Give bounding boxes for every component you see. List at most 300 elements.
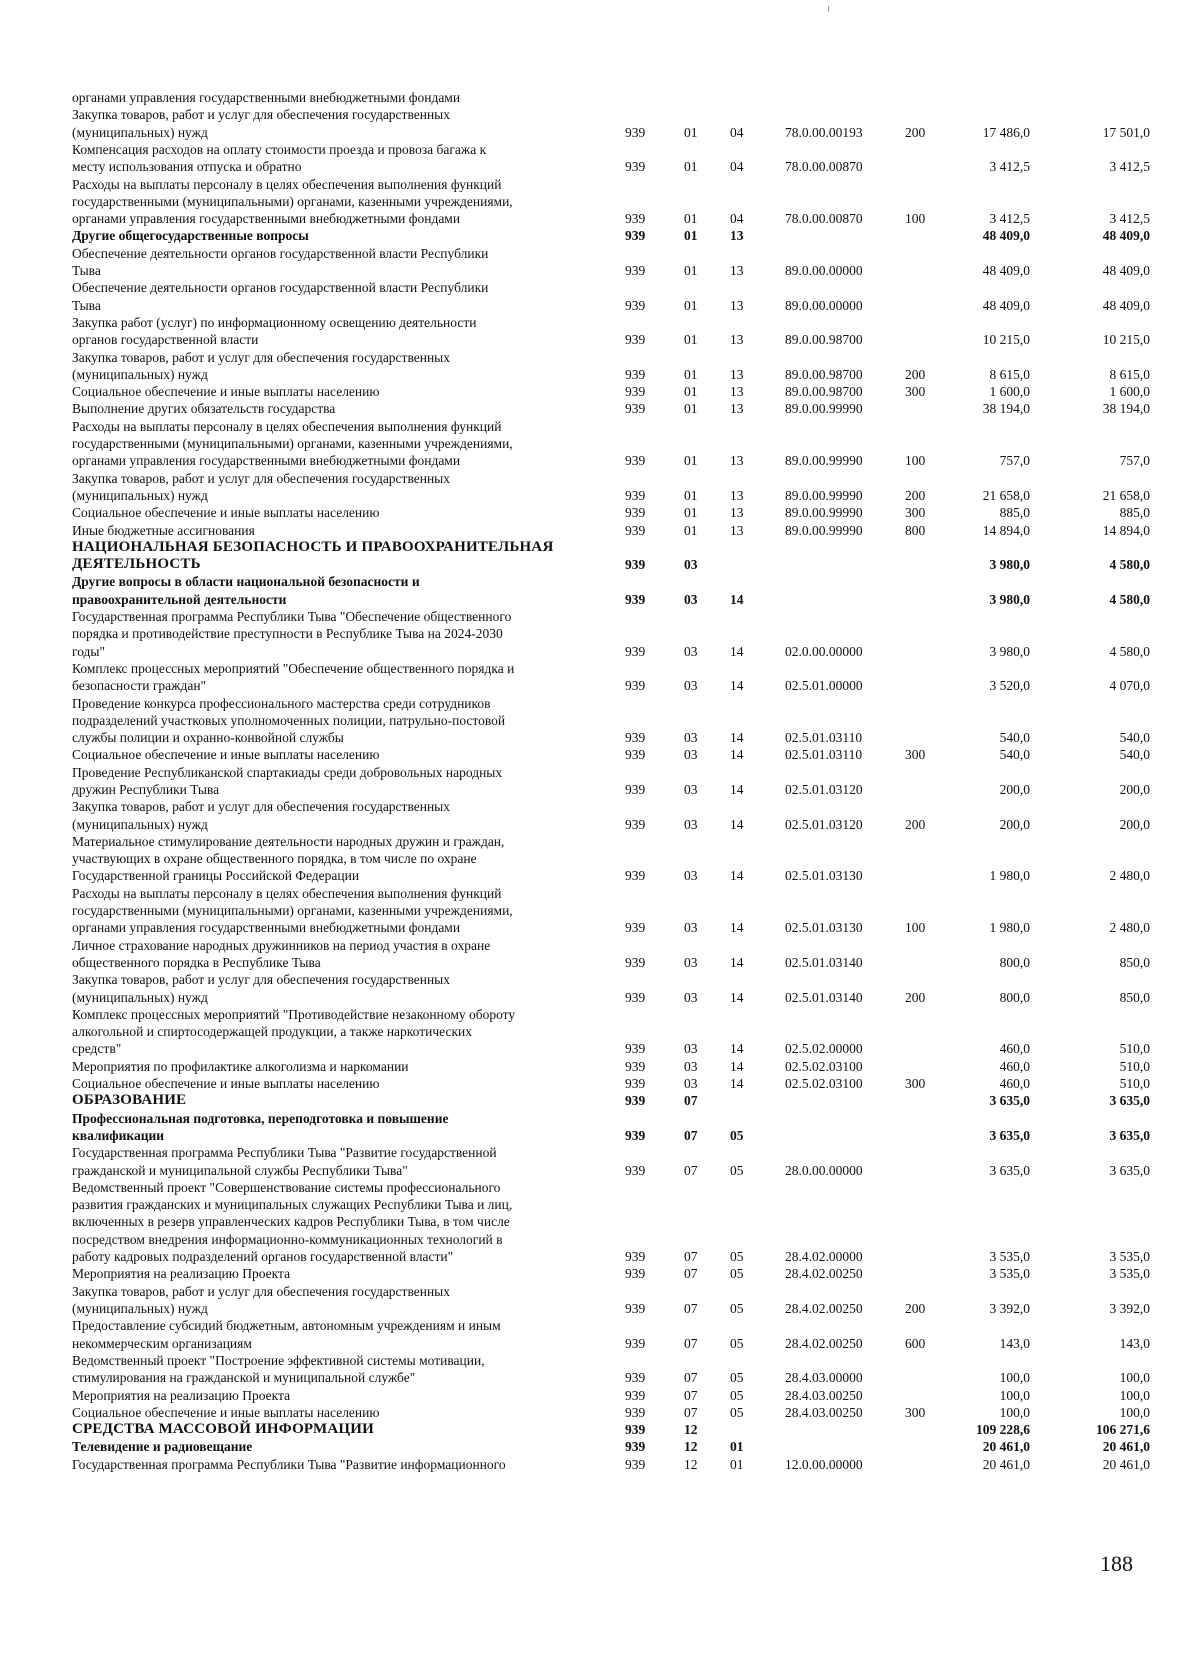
section-code: 07 — [684, 1387, 698, 1403]
amount-year-2: 850,0 — [1119, 989, 1150, 1005]
table-row — [0, 383, 1200, 400]
subsection-code: 05 — [730, 1387, 744, 1403]
ved-code: 939 — [625, 954, 646, 970]
row-name — [72, 1265, 602, 1282]
table-row — [0, 1438, 1200, 1455]
ved-code: 939 — [625, 643, 646, 659]
amount-year-1: 3 535,0 — [989, 1249, 1030, 1265]
section-code: 03 — [684, 643, 698, 659]
amount-year-1: 540,0 — [999, 730, 1030, 746]
section-code: 03 — [684, 591, 698, 607]
ved-code: 939 — [625, 1041, 646, 1057]
row-name-line: участвующих в охране общественного порядка, в том числе по охране — [72, 851, 477, 867]
row-name-line: гражданской и муниципальной службы Республики Тыва" — [72, 1162, 408, 1178]
amount-year-2: 3 635,0 — [1109, 1162, 1150, 1178]
ved-code: 939 — [625, 1387, 646, 1403]
table-row — [0, 349, 1200, 384]
amount-year-1: 3 980,0 — [989, 557, 1030, 573]
row-name-line: Закупка работ (услуг) по информационному освещению деятельности — [72, 314, 477, 330]
subsection-code: 05 — [730, 1162, 744, 1178]
row-name-line: (муниципальных) нужд — [72, 816, 208, 832]
row-name-line: Предоставление субсидий бюджетным, автономным учреждениям и иным — [72, 1318, 501, 1334]
section-code: 07 — [684, 1300, 698, 1316]
row-name-line: квалификации — [72, 1127, 165, 1143]
amount-year-1: 757,0 — [999, 453, 1030, 469]
row-name-line: (муниципальных) нужд — [72, 989, 208, 1005]
subsection-code: 13 — [730, 505, 744, 521]
row-name — [72, 573, 602, 608]
target-article-code: 02.5.01.03130 — [785, 868, 863, 884]
subsection-code: 14 — [730, 1041, 744, 1057]
section-code: 12 — [684, 1439, 698, 1455]
section-code: 07 — [684, 1249, 698, 1265]
row-name — [72, 885, 602, 937]
ved-code: 939 — [625, 1439, 646, 1455]
target-article-code: 02.5.01.03140 — [785, 989, 863, 1005]
section-code: 03 — [684, 989, 698, 1005]
row-name — [72, 1438, 602, 1455]
subsection-code: 14 — [730, 1058, 744, 1074]
expense-type-code: 100 — [905, 453, 926, 469]
amount-year-2: 1 600,0 — [1109, 384, 1150, 400]
target-article-code: 02.5.02.00000 — [785, 1041, 863, 1057]
amount-year-1: 3 635,0 — [989, 1162, 1030, 1178]
row-name — [72, 833, 602, 885]
row-name-line: (муниципальных) нужд — [72, 1300, 208, 1316]
row-name — [72, 1456, 602, 1473]
ved-code: 939 — [625, 868, 646, 884]
row-name-line: Обеспечение деятельности органов государственной власти Республики — [72, 280, 489, 296]
amount-year-1: 17 486,0 — [982, 124, 1030, 140]
row-name-line: Проведение Республиканской спартакиады среди добровольных народных — [72, 764, 503, 780]
amount-year-2: 3 392,0 — [1109, 1300, 1150, 1316]
row-name-line: Социальное обеспечение и иные выплаты населению — [72, 1404, 380, 1420]
ved-code: 939 — [625, 1093, 646, 1109]
row-name-line: Закупка товаров, работ и услуг для обеспечения государственных — [72, 470, 451, 486]
section-code: 12 — [684, 1456, 698, 1472]
target-article-code: 02.5.02.03100 — [785, 1076, 863, 1092]
amount-year-2: 48 409,0 — [1102, 262, 1150, 278]
amount-year-2: 2 480,0 — [1109, 920, 1150, 936]
ved-code: 939 — [625, 1266, 646, 1282]
ved-code: 939 — [625, 401, 646, 417]
amount-year-2: 4 580,0 — [1109, 591, 1150, 607]
target-article-code: 02.5.01.03120 — [785, 816, 863, 832]
row-name-line: Проведение конкурса профессионального мастерства среди сотрудников — [72, 695, 491, 711]
section-code: 01 — [684, 401, 698, 417]
table-row — [0, 1092, 1200, 1109]
expense-type-code: 200 — [905, 1300, 926, 1316]
expense-type-code: 100 — [905, 211, 926, 227]
section-code: 03 — [684, 868, 698, 884]
amount-year-1: 100,0 — [999, 1387, 1030, 1403]
row-name-line: Выполнение других обязательств государства — [72, 401, 336, 417]
row-name — [72, 227, 602, 244]
row-name-line: Личное страхование народных дружинников на период участия в охране — [72, 937, 491, 953]
section-code: 01 — [684, 384, 698, 400]
row-name-line: службы полиции и охранно-конвойной службы — [72, 730, 344, 746]
table-row — [0, 971, 1200, 1006]
row-name — [72, 608, 602, 660]
row-name-line: Мероприятия на реализацию Проекта — [72, 1266, 291, 1282]
subsection-code: 14 — [730, 868, 744, 884]
ved-code: 939 — [625, 1249, 646, 1265]
table-row — [0, 1456, 1200, 1473]
subsection-code: 13 — [730, 332, 744, 348]
table-row — [0, 470, 1200, 505]
row-name-line: Закупка товаров, работ и услуг для обеспечения государственных — [72, 349, 451, 365]
row-name — [72, 400, 602, 417]
section-code: 01 — [684, 159, 698, 175]
row-name-line: Закупка товаров, работ и услуг для обеспечения государственных — [72, 1283, 451, 1299]
ved-code: 939 — [625, 1127, 646, 1143]
subsection-code: 05 — [730, 1370, 744, 1386]
target-article-code: 12.0.00.00000 — [785, 1456, 863, 1472]
amount-year-2: 3 412,5 — [1109, 211, 1150, 227]
section-code: 01 — [684, 262, 698, 278]
amount-year-2: 757,0 — [1119, 453, 1150, 469]
amount-year-1: 3 635,0 — [989, 1127, 1030, 1143]
row-name-line: Компенсация расходов на оплату стоимости проезда и провоза багажа к — [72, 141, 487, 157]
row-name — [72, 106, 602, 141]
row-name-line: государственными (муниципальными) органами, казенными учреждениями, — [72, 193, 513, 209]
target-article-code: 02.5.01.03120 — [785, 781, 863, 797]
amount-year-1: 100,0 — [999, 1404, 1030, 1420]
ved-code: 939 — [625, 505, 646, 521]
table-row — [0, 1110, 1200, 1145]
table-row — [0, 539, 1200, 574]
section-code: 01 — [684, 124, 698, 140]
amount-year-2: 200,0 — [1119, 816, 1150, 832]
ved-code: 939 — [625, 747, 646, 763]
ved-code: 939 — [625, 1456, 646, 1472]
amount-year-1: 200,0 — [999, 781, 1030, 797]
row-name — [72, 798, 602, 833]
row-name-line: органами управления государственными внебюджетными фондами — [72, 920, 461, 936]
ved-code: 939 — [625, 159, 646, 175]
subsection-code: 14 — [730, 591, 744, 607]
table-row — [0, 798, 1200, 833]
table-row — [0, 1283, 1200, 1318]
target-article-code: 89.0.00.99990 — [785, 487, 863, 503]
section-code: 12 — [684, 1422, 698, 1438]
row-name-line: Материальное стимулирование деятельности народных дружин и граждан, — [72, 833, 505, 849]
subsection-code: 13 — [730, 384, 744, 400]
amount-year-1: 3 412,5 — [989, 211, 1030, 227]
table-row — [0, 573, 1200, 608]
row-name — [72, 695, 602, 747]
ved-code: 939 — [625, 1422, 646, 1438]
subsection-code: 13 — [730, 228, 744, 244]
amount-year-1: 20 461,0 — [982, 1439, 1030, 1455]
subsection-code: 05 — [730, 1300, 744, 1316]
row-name — [72, 1144, 602, 1179]
amount-year-2: 20 461,0 — [1102, 1439, 1150, 1455]
page-number: 188 — [1100, 1551, 1133, 1576]
row-name-line: подразделений участковых уполномоченных полиции, патрульно-постовой — [72, 712, 506, 728]
target-article-code: 28.4.02.00250 — [785, 1300, 863, 1316]
ved-code: 939 — [625, 211, 646, 227]
amount-year-1: 3 980,0 — [989, 591, 1030, 607]
row-name-line: (муниципальных) нужд — [72, 366, 208, 382]
row-name-line: месту использования отпуска и обратно — [72, 159, 302, 175]
target-article-code: 78.0.00.00870 — [785, 211, 863, 227]
section-code: 07 — [684, 1127, 698, 1143]
row-name-line: развития гражданских и муниципальных служащих Республики Тыва и лиц, — [72, 1197, 513, 1213]
table-row — [0, 504, 1200, 521]
subsection-code: 04 — [730, 124, 744, 140]
table-row — [0, 176, 1200, 228]
amount-year-2: 200,0 — [1119, 781, 1150, 797]
row-name — [72, 418, 602, 470]
amount-year-1: 460,0 — [999, 1058, 1030, 1074]
ved-code: 939 — [625, 557, 646, 573]
row-name-line: Комплекс процессных мероприятий "Противодействие незаконному обороту — [72, 1006, 516, 1022]
amount-year-1: 460,0 — [999, 1041, 1030, 1057]
target-article-code: 89.0.00.00000 — [785, 262, 863, 278]
row-name — [72, 971, 602, 1006]
row-name-line: Государственная программа Республики Тыва "Обеспечение общественного — [72, 609, 512, 624]
table-row — [0, 695, 1200, 747]
amount-year-2: 3 412,5 — [1109, 159, 1150, 175]
target-article-code: 89.0.00.99990 — [785, 505, 863, 521]
amount-year-1: 8 615,0 — [989, 366, 1030, 382]
row-name-line: Государственная программа Республики Тыва "Развитие государственной — [72, 1145, 497, 1161]
ved-code: 939 — [625, 1404, 646, 1420]
ved-code: 939 — [625, 781, 646, 797]
section-code: 01 — [684, 297, 698, 313]
row-name-line: Социальное обеспечение и иные выплаты населению — [72, 1076, 380, 1092]
amount-year-2: 4 580,0 — [1109, 643, 1150, 659]
amount-year-2: 2 480,0 — [1109, 868, 1150, 884]
section-code: 07 — [684, 1370, 698, 1386]
section-code: 01 — [684, 228, 698, 244]
subsection-code: 04 — [730, 159, 744, 175]
amount-year-2: 3 535,0 — [1109, 1249, 1150, 1265]
row-name — [72, 1179, 602, 1265]
row-name-line: Обеспечение деятельности органов государственной власти Республики — [72, 245, 489, 261]
amount-year-2: 20 461,0 — [1102, 1456, 1150, 1472]
subsection-code: 13 — [730, 297, 744, 313]
section-code: 07 — [684, 1404, 698, 1420]
amount-year-1: 3 635,0 — [989, 1093, 1030, 1109]
target-article-code: 02.5.01.00000 — [785, 678, 863, 694]
row-name-line: Мероприятия по профилактике алкоголизма и наркомании — [72, 1058, 409, 1074]
expense-type-code: 300 — [905, 1404, 926, 1420]
amount-year-2: 8 615,0 — [1109, 366, 1150, 382]
amount-year-1: 1 980,0 — [989, 868, 1030, 884]
subsection-code: 05 — [730, 1249, 744, 1265]
target-article-code: 89.0.00.98700 — [785, 384, 863, 400]
section-code: 03 — [684, 1076, 698, 1092]
subsection-code: 05 — [730, 1404, 744, 1420]
section-code: 01 — [684, 453, 698, 469]
table-row — [0, 106, 1200, 141]
row-name-line: Социальное обеспечение и иные выплаты населению — [72, 747, 380, 763]
subsection-code: 14 — [730, 643, 744, 659]
row-name — [72, 141, 602, 176]
row-name — [72, 383, 602, 400]
amount-year-1: 21 658,0 — [982, 487, 1030, 503]
amount-year-2: 106 271,6 — [1096, 1422, 1150, 1438]
amount-year-2: 38 194,0 — [1102, 401, 1150, 417]
subsection-code: 14 — [730, 747, 744, 763]
ved-code: 939 — [625, 1370, 646, 1386]
row-name — [72, 1110, 602, 1145]
amount-year-1: 48 409,0 — [982, 297, 1030, 313]
target-article-code: 02.0.00.00000 — [785, 643, 863, 659]
table-row — [0, 660, 1200, 695]
target-article-code: 02.5.01.03130 — [785, 920, 863, 936]
ved-code: 939 — [625, 730, 646, 746]
row-name-line: (муниципальных) нужд — [72, 487, 208, 503]
section-code: 01 — [684, 522, 698, 538]
table-row — [0, 764, 1200, 799]
row-name-line: Закупка товаров, работ и услуг для обеспечения государственных — [72, 972, 451, 988]
row-name — [72, 764, 602, 799]
target-article-code: 89.0.00.00000 — [785, 297, 863, 313]
table-row — [0, 522, 1200, 539]
subsection-code: 13 — [730, 453, 744, 469]
ved-code: 939 — [625, 1335, 646, 1351]
ved-code: 939 — [625, 816, 646, 832]
table-row — [0, 1421, 1200, 1438]
row-name-line: Телевидение и радиовещание — [72, 1439, 253, 1455]
target-article-code: 89.0.00.99990 — [785, 522, 863, 538]
amount-year-2: 10 215,0 — [1102, 332, 1150, 348]
row-name-line: Другие вопросы в области национальной безопасности и — [72, 574, 420, 590]
table-row — [0, 1317, 1200, 1352]
target-article-code: 28.4.03.00250 — [785, 1404, 863, 1420]
subsection-code: 01 — [730, 1456, 744, 1472]
amount-year-2: 100,0 — [1119, 1404, 1150, 1420]
subsection-code: 04 — [730, 211, 744, 227]
row-name-line: Ведомственный проект "Совершенствование системы профессионального — [72, 1179, 501, 1195]
row-name — [72, 1058, 602, 1075]
amount-year-2: 48 409,0 — [1102, 228, 1150, 244]
row-name-line: СРЕДСТВА МАССОВОЙ ИНФОРМАЦИИ — [72, 1421, 375, 1438]
ved-code: 939 — [625, 228, 646, 244]
expense-type-code: 300 — [905, 384, 926, 400]
amount-year-1: 3 535,0 — [989, 1266, 1030, 1282]
amount-year-2: 14 894,0 — [1102, 522, 1150, 538]
ved-code: 939 — [625, 1076, 646, 1092]
subsection-code: 14 — [730, 678, 744, 694]
subsection-code: 13 — [730, 487, 744, 503]
amount-year-2: 510,0 — [1119, 1058, 1150, 1074]
subsection-code: 14 — [730, 730, 744, 746]
row-name-line: органов государственной власти — [72, 332, 259, 348]
expense-type-code: 200 — [905, 816, 926, 832]
row-name — [72, 1092, 602, 1109]
ved-code: 939 — [625, 453, 646, 469]
row-name-line: органами управления государственными внебюджетными фондами — [72, 453, 461, 469]
ved-code: 939 — [625, 297, 646, 313]
section-code: 03 — [684, 557, 698, 573]
expense-type-code: 300 — [905, 1076, 926, 1092]
target-article-code: 28.4.03.00000 — [785, 1370, 863, 1386]
ved-code: 939 — [625, 1300, 646, 1316]
row-name-line: Ведомственный проект "Построение эффективной системы мотивации, — [72, 1352, 485, 1368]
amount-year-1: 460,0 — [999, 1076, 1030, 1092]
row-name-line: дружин Республики Тыва — [72, 781, 220, 797]
table-row — [0, 1387, 1200, 1404]
amount-year-2: 3 635,0 — [1109, 1093, 1150, 1109]
row-name-line: государственными (муниципальными) органами, казенными учреждениями, — [72, 903, 513, 919]
subsection-code: 13 — [730, 262, 744, 278]
amount-year-2: 4 070,0 — [1109, 678, 1150, 694]
expense-type-code: 300 — [905, 505, 926, 521]
ved-code: 939 — [625, 989, 646, 1005]
section-code: 03 — [684, 954, 698, 970]
subsection-code: 14 — [730, 816, 744, 832]
amount-year-2: 143,0 — [1119, 1335, 1150, 1351]
target-article-code: 28.4.02.00250 — [785, 1335, 863, 1351]
amount-year-2: 17 501,0 — [1102, 124, 1150, 140]
amount-year-1: 48 409,0 — [982, 262, 1030, 278]
table-row — [0, 937, 1200, 972]
row-name-line: Расходы на выплаты персоналу в целях обеспечения выполнения функций — [72, 176, 502, 192]
ved-code: 939 — [625, 1058, 646, 1074]
ved-code: 939 — [625, 384, 646, 400]
section-code: 07 — [684, 1266, 698, 1282]
table-row — [0, 141, 1200, 176]
ved-code: 939 — [625, 591, 646, 607]
row-name — [72, 1421, 602, 1438]
table-row — [0, 1265, 1200, 1282]
target-article-code: 28.0.00.00000 — [785, 1162, 863, 1178]
expense-type-code: 800 — [905, 522, 926, 538]
subsection-code: 13 — [730, 401, 744, 417]
row-name-line: органами управления государственными внебюджетными фондами — [72, 90, 461, 105]
row-name-line: работу кадровых подразделений органов государственной власти" — [72, 1249, 454, 1265]
expense-type-code: 200 — [905, 124, 926, 140]
row-name — [72, 504, 602, 521]
table-row — [0, 1006, 1200, 1058]
row-name-line: Социальное обеспечение и иные выплаты населению — [72, 505, 380, 521]
table-row — [0, 746, 1200, 763]
row-name — [72, 279, 602, 314]
table-row — [0, 314, 1200, 349]
ved-code: 939 — [625, 920, 646, 936]
subsection-code: 14 — [730, 954, 744, 970]
row-name-line: Тыва — [72, 297, 101, 313]
target-article-code: 02.5.01.03110 — [785, 730, 863, 746]
section-code: 03 — [684, 1041, 698, 1057]
target-article-code: 28.4.02.00000 — [785, 1249, 863, 1265]
amount-year-2: 510,0 — [1119, 1041, 1150, 1057]
row-name-line: Закупка товаров, работ и услуг для обеспечения государственных — [72, 799, 451, 815]
row-name-line: Мероприятия на реализацию Проекта — [72, 1387, 291, 1403]
row-name-line: Закупка товаров, работ и услуг для обеспечения государственных — [72, 107, 451, 123]
target-article-code: 02.5.02.03100 — [785, 1058, 863, 1074]
row-name — [72, 539, 602, 574]
ved-code: 939 — [625, 522, 646, 538]
expense-type-code: 200 — [905, 366, 926, 382]
row-name-line: Профессиональная подготовка, переподготовка и повышение — [72, 1110, 449, 1126]
section-code: 03 — [684, 920, 698, 936]
section-code: 03 — [684, 781, 698, 797]
section-code: 01 — [684, 332, 698, 348]
expense-type-code: 300 — [905, 747, 926, 763]
table-row — [0, 608, 1200, 660]
row-name-line: ОБРАЗОВАНИЕ — [72, 1092, 187, 1109]
target-article-code: 28.4.02.00250 — [785, 1266, 863, 1282]
expense-type-code: 200 — [905, 989, 926, 1005]
ved-code: 939 — [625, 1162, 646, 1178]
amount-year-1: 3 980,0 — [989, 643, 1030, 659]
amount-year-2: 3 535,0 — [1109, 1266, 1150, 1282]
